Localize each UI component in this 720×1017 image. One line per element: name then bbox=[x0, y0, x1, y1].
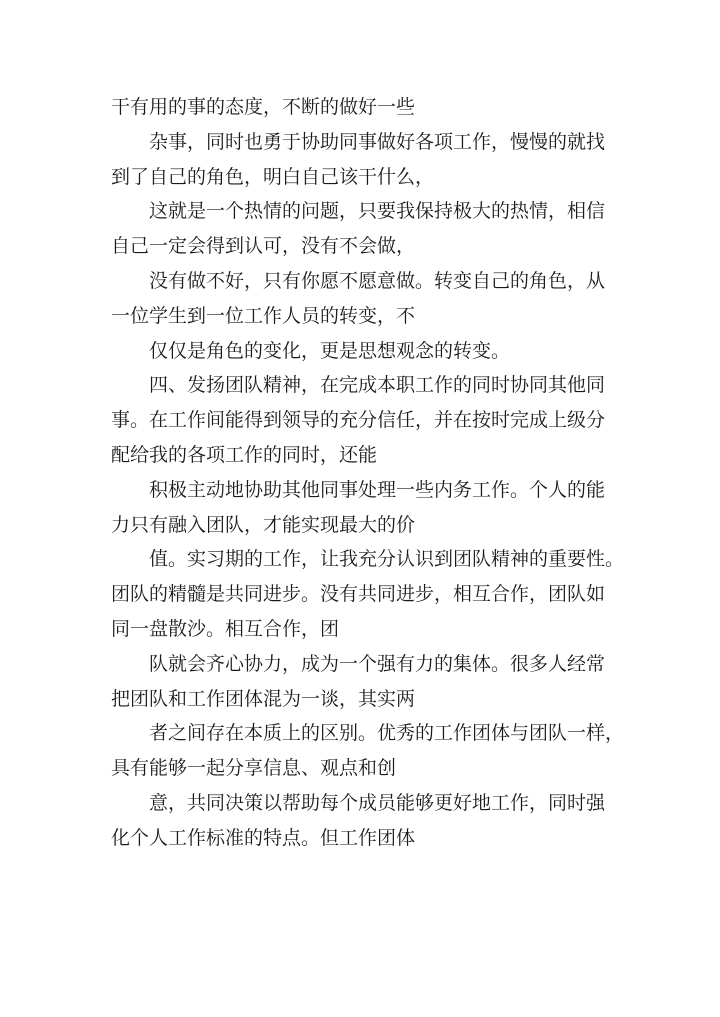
text-line: 配给我的各项工作的同时，还能 bbox=[111, 443, 378, 466]
document-body bbox=[111, 90, 625, 856]
text-line: 值。实习期的工作，让我充分认识到团队精神的重要性。 bbox=[149, 548, 625, 571]
text-line: 到了自己的角色，明白自己该干什么， bbox=[111, 165, 435, 188]
text-line: 者之间存在本质上的区别。优秀的工作团体与团队一样， bbox=[149, 722, 625, 745]
text-line: 团队的精髓是共同进步。没有共同进步，相互合作，团队如 bbox=[111, 583, 606, 606]
text-line: 积极主动地协助其他同事处理一些内务工作。个人的能 bbox=[149, 478, 606, 501]
text-line: 同一盘散沙。相互合作，团 bbox=[111, 617, 340, 640]
text-line: 力只有融入团队，才能实现最大的价 bbox=[111, 513, 416, 536]
text-line: 把团队和工作团体混为一谈，其实两 bbox=[111, 687, 416, 710]
text-line: 四、发扬团队精神，在完成本职工作的同时协同其他同 bbox=[149, 374, 606, 397]
text-line: 干有用的事的态度，不断的做好一些 bbox=[111, 96, 416, 118]
text-line: 队就会齐心协力，成为一个强有力的集体。很多人经常 bbox=[149, 652, 606, 675]
text-line: 这就是一个热情的问题，只要我保持极大的热情，相信 bbox=[149, 200, 606, 223]
text-line: 意，共同决策以帮助每个成员能够更好地工作，同时强 bbox=[149, 791, 606, 814]
text-line: 没有做不好，只有你愿不愿意做。转变自己的角色，从 bbox=[149, 269, 606, 292]
text-line: 具有能够一起分享信息、观点和创 bbox=[111, 757, 397, 780]
text-line: 杂事，同时也勇于协助同事做好各项工作，慢慢的就找 bbox=[149, 130, 606, 153]
text-line: 自己一定会得到认可，没有不会做， bbox=[111, 235, 416, 258]
text-line: 事。在工作间能得到领导的充分信任，并在按时完成上级分 bbox=[111, 409, 606, 432]
text-line: 一位学生到一位工作人员的转变，不 bbox=[111, 304, 416, 327]
text-line: 化个人工作标准的特点。但工作团体 bbox=[111, 826, 416, 849]
text-line: 仅仅是角色的变化，更是思想观念的转变。 bbox=[149, 339, 511, 362]
